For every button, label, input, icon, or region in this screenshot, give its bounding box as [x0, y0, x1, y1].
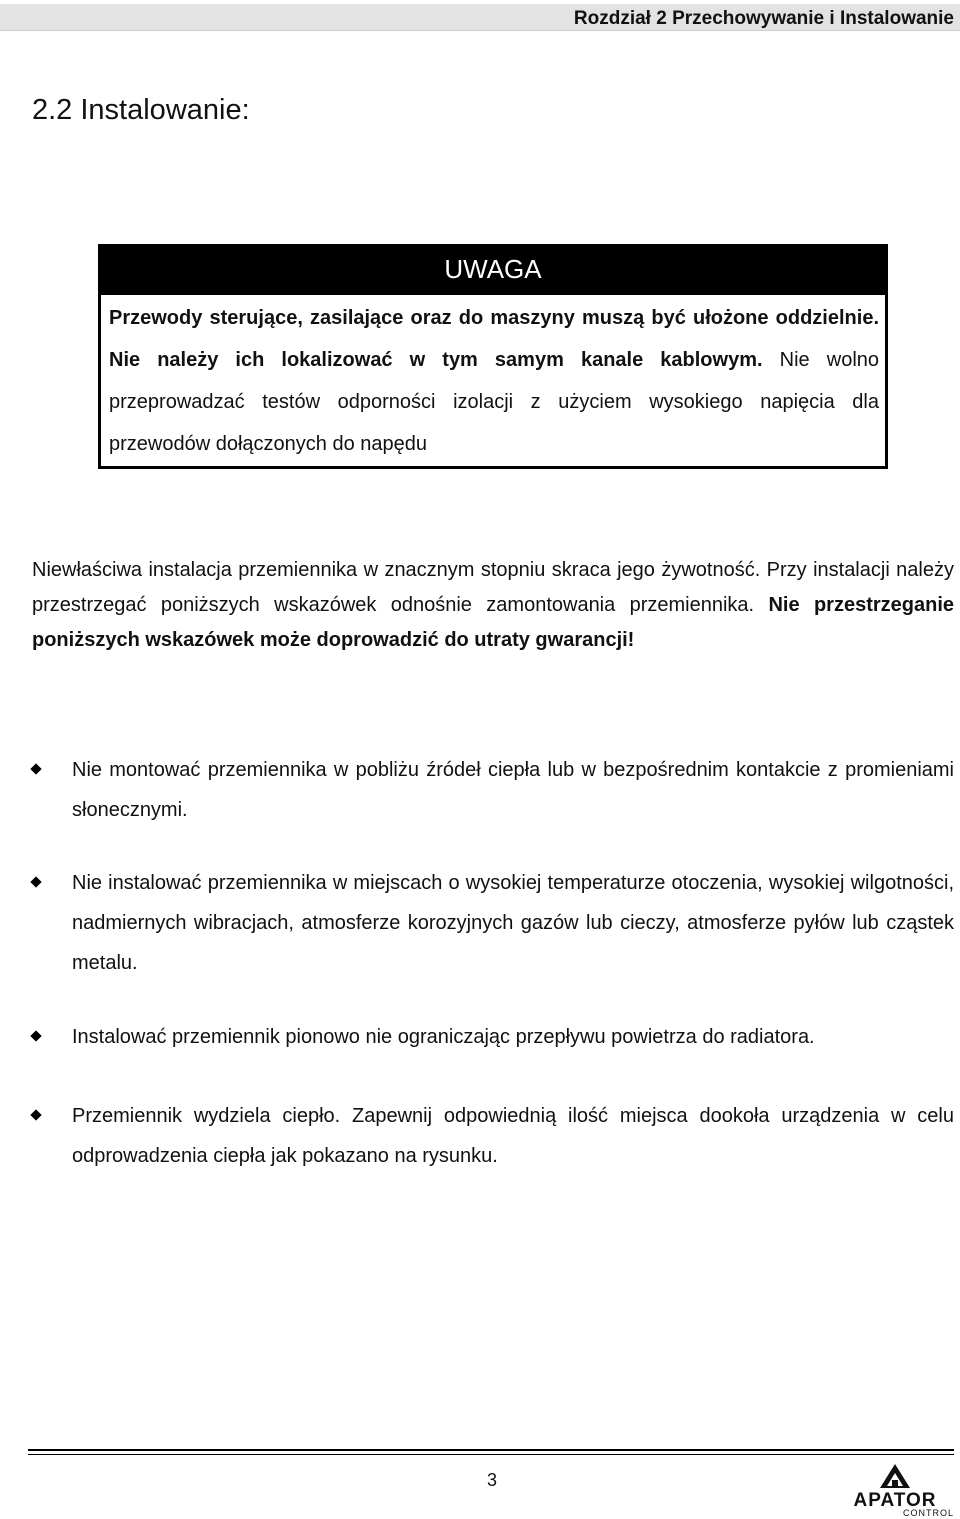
warning-body	[101, 295, 879, 465]
diamond-bullet-icon	[30, 1030, 41, 1041]
warning-box	[98, 244, 888, 469]
footer-divider-thin	[28, 1454, 954, 1455]
logo-text: APATOR	[853, 1490, 937, 1511]
diamond-bullet-icon	[30, 1109, 41, 1120]
logo-subtext: CONTROL	[902, 1508, 954, 1518]
chapter-header	[0, 4, 960, 31]
diamond-bullet-icon	[30, 876, 41, 887]
footer-divider	[28, 1449, 954, 1451]
intro-bold-text: Nie przestrzeganie poniższych wskazówek może doprowadzić do utraty gwarancji!	[32, 594, 954, 651]
list-item-text: Przemiennik wydziela ciepło. Zapewnij odpowiednią ilość miejsca dookoła urządzenia w celu odprowadzenia ciepła jak pokazano na rysunku.	[72, 1105, 954, 1167]
warning-heading: UWAGA	[101, 247, 885, 295]
company-logo	[834, 1462, 956, 1518]
intro-text: Niewłaściwa instalacja przemiennika w znacznym stopniu skraca jego żywotność. Przy instalacji należy przestrzegać poniższych wskazówek odnośnie zamontowania przemiennika.	[32, 559, 954, 616]
apator-logo-icon	[834, 1462, 956, 1492]
warning-normal-text: Nie wolno przeprowadzać testów odporności izolacji z użyciem wysokiego napięcia dla przewodów dołączonych do napędu	[109, 349, 880, 455]
list-item-text: Instalować przemiennik pionowo nie ograniczając przepływu powietrza do radiatora.	[72, 1026, 815, 1048]
warning-bold-text: Przewody sterujące, zasilające oraz do maszyny muszą być ułożone oddzielnie. Nie należy ich lokalizować w tym samym kanale kablowym.	[109, 307, 879, 371]
section-title: 2.2 Instalowanie:	[32, 94, 250, 126]
list-item-text: Nie instalować przemiennika w miejscach o wysokiej temperaturze otoczenia, wysokiej wilgotności, nadmiernych wibracjach, atmosferze korozyjnych gazów lub cieczy, atmosferze pyłów lub cząstek metalu.	[72, 872, 954, 974]
chapter-title: Rozdział 2 Przechowywanie i Instalowanie	[573, 8, 954, 29]
page-number: 3	[486, 1470, 497, 1490]
diamond-bullet-icon	[30, 763, 41, 774]
intro-paragraph	[32, 553, 954, 658]
list-item-text: Nie montować przemiennika w pobliżu źródeł ciepła lub w bezpośrednim kontakcie z promieniami słonecznymi.	[72, 759, 954, 821]
